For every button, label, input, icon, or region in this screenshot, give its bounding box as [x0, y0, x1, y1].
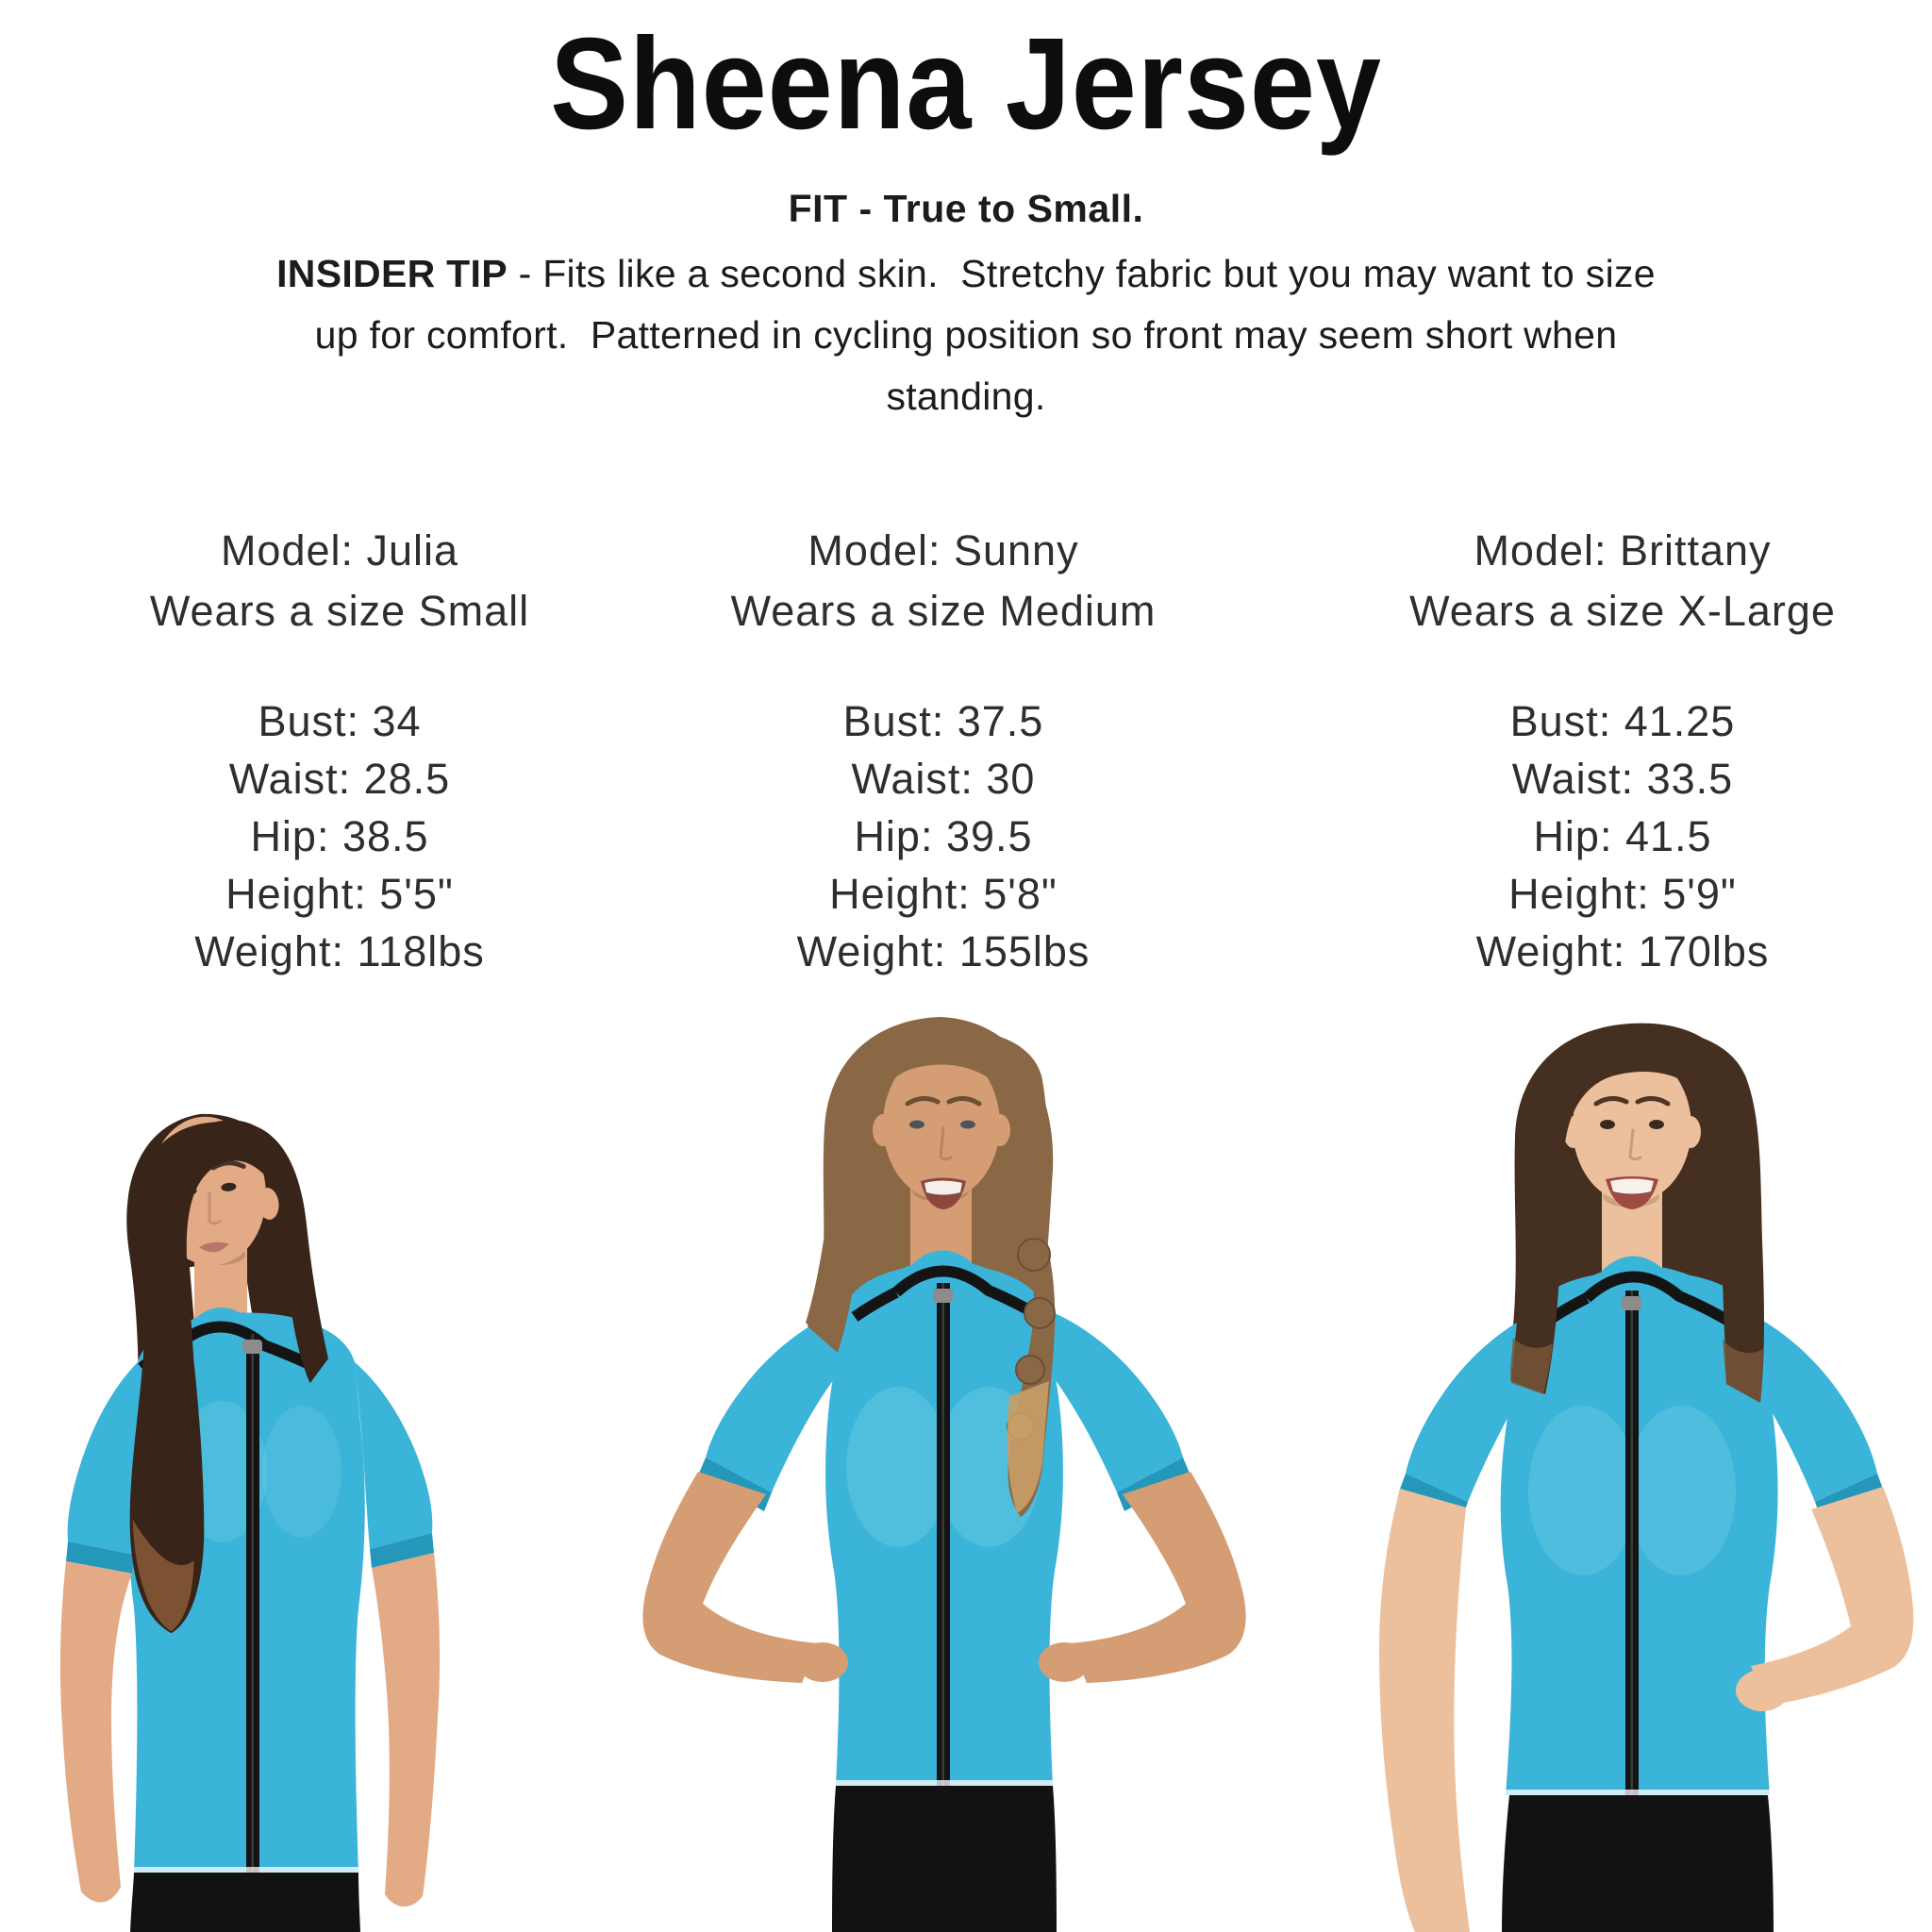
stat-hip: Hip: 41.5 — [1533, 812, 1712, 860]
eye — [909, 1121, 924, 1129]
model-info-julia — [38, 521, 641, 980]
model-size: Wears a size Medium — [730, 587, 1157, 635]
page-title: Sheena Jersey — [550, 11, 1382, 157]
stat-height: Height: 5'5" — [225, 870, 454, 918]
stat-hip: Hip: 38.5 — [250, 812, 429, 860]
model-measurements — [38, 692, 641, 980]
stat-waist: Waist: 33.5 — [1511, 755, 1734, 803]
eye — [1600, 1120, 1615, 1129]
shorts — [130, 1873, 360, 1932]
eye — [1649, 1120, 1664, 1129]
model-info-sunny — [641, 521, 1245, 980]
jersey — [698, 1250, 1191, 1786]
hand — [1039, 1642, 1090, 1682]
stat-bust: Bust: 41.25 — [1509, 697, 1736, 745]
hand — [1736, 1670, 1789, 1711]
stat-waist: Waist: 30 — [851, 755, 1036, 803]
hand — [797, 1642, 848, 1682]
model-name: Model: Sunny — [808, 526, 1079, 575]
model-size: Wears a size Small — [149, 587, 530, 635]
stat-height: Height: 5'8" — [829, 870, 1058, 918]
jersey — [1399, 1256, 1884, 1797]
insider-tip-line-2: up for comfort. Patterned in cycling position so front may seem short when — [314, 313, 1618, 357]
stat-height: Height: 5'9" — [1508, 870, 1737, 918]
model-name: Model: Julia — [220, 526, 459, 575]
shorts — [1502, 1795, 1774, 1932]
fit-note: FIT - True to Small. — [788, 187, 1144, 230]
stat-weight: Weight: 170lbs — [1475, 927, 1770, 975]
eye — [960, 1121, 975, 1129]
stat-weight: Weight: 155lbs — [796, 927, 1091, 975]
insider-tip — [0, 243, 1932, 427]
model-photo-julia — [60, 1104, 440, 1932]
model-size: Wears a size X-Large — [1409, 587, 1836, 635]
insider-tip-line-3: standing. — [886, 375, 1046, 418]
model-name: Model: Brittany — [1474, 526, 1772, 575]
insider-tip-label: INSIDER TIP — [276, 252, 508, 295]
model-photo-brittany — [1379, 1024, 1913, 1932]
insider-tip-line-1 — [0, 243, 1932, 305]
shorts — [832, 1786, 1057, 1932]
stat-weight: Weight: 118lbs — [194, 927, 485, 975]
insider-tip-text: - Fits like a second skin. Stretchy fabric but you may want to size — [507, 252, 1656, 295]
stat-hip: Hip: 39.5 — [854, 812, 1033, 860]
model-photo-sunny — [642, 1017, 1245, 1932]
stat-waist: Waist: 28.5 — [228, 755, 451, 803]
model-measurements — [1321, 692, 1924, 980]
model-measurements — [641, 692, 1245, 980]
stat-bust: Bust: 37.5 — [842, 697, 1044, 745]
model-info-brittany — [1321, 521, 1924, 980]
stat-bust: Bust: 34 — [258, 697, 422, 745]
